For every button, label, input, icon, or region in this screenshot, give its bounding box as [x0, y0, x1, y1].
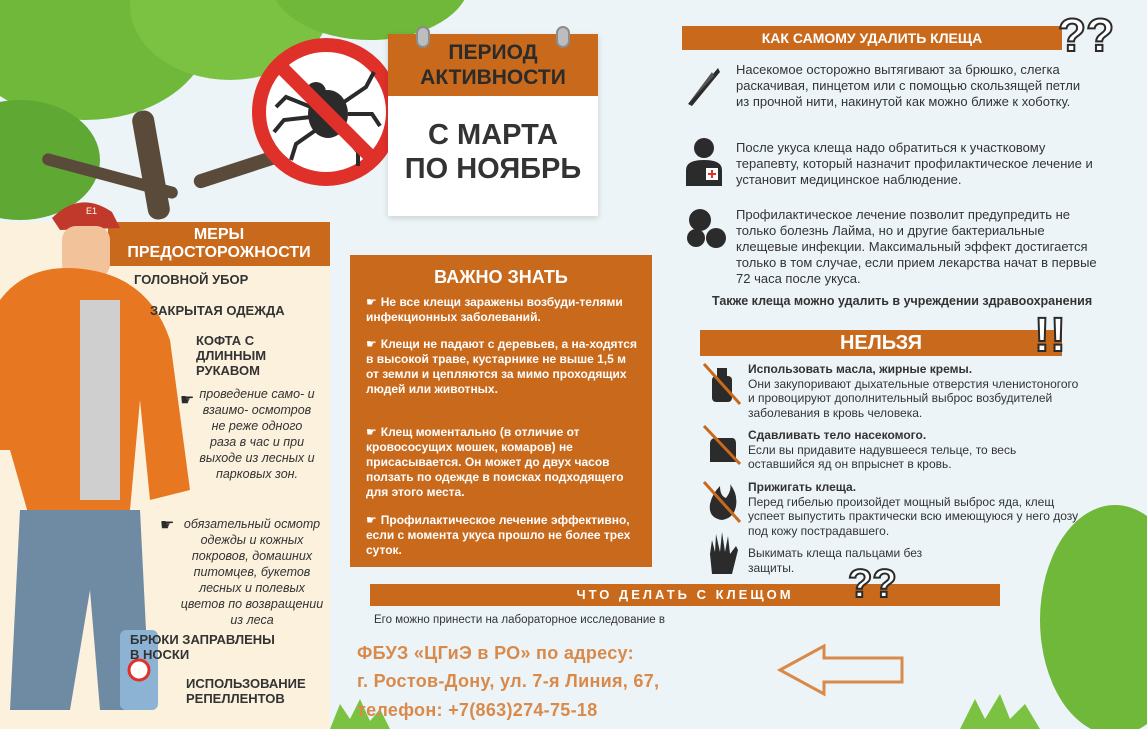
important-item-4-text: Профилактическое лечение эффективно, если с момента укуса прошло не более трех суток. [366, 513, 631, 557]
forbidden-item-4-text: Выкимать клеща пальцами без защиты. [748, 546, 923, 575]
jacket-label-line2: ДЛИННЫМ [196, 348, 267, 363]
address-phone: телефон: +7(863)274-75-18 [357, 700, 598, 720]
important-item-4 [366, 513, 642, 558]
period-title-line1: ПЕРИОД [448, 41, 538, 64]
address-line-2: г. Ростов-Дону, ул. 7-я Линия, 67, [357, 671, 660, 691]
important-item-2 [366, 337, 642, 397]
tweezers-icon [684, 64, 724, 108]
repellent-label-line1: ИСПОЛЬЗОВАНИЕ [186, 676, 306, 691]
what-to-do-text: Его можно принести на лабораторное исследование в [374, 614, 666, 626]
important-item-1 [366, 295, 642, 325]
measures-title-line2: ПРЕДОСТОРОЖНОСТИ [127, 244, 311, 261]
important-item-3 [366, 425, 642, 500]
oil-bottle-icon [702, 362, 742, 406]
forbidden-item-2-text: Если вы придавите надувшееся тельце, то весь оставшийся яд он впрыснет в кровь. [748, 442, 1017, 471]
tick-icon [266, 52, 386, 172]
exclamation-icon: !! [1034, 309, 1066, 362]
arrow-left-icon [776, 642, 906, 698]
measures-title-line1: МЕРЫ [193, 226, 245, 243]
trousers-label [130, 632, 275, 662]
pointing-hand-icon: ☛ [366, 337, 377, 351]
repellent-label-line2: РЕПЕЛЛЕНТОВ [186, 691, 285, 706]
forbidden-item-1-head: Использовать масла, жирные кремы. [748, 362, 973, 376]
trousers-label-line2: В НОСКИ [130, 647, 190, 662]
self-check-note: проведение само- и взаимо- осмотров не реже одного раза в час и при выходе из лесных и парковых зон. [199, 387, 315, 481]
forbidden-title: НЕЛЬЗЯ [839, 332, 923, 354]
question-marks-icon: ?? [848, 562, 897, 606]
forbidden-item-2-head: Сдавливать тело насекомого. [748, 428, 927, 442]
remove-step-2: После укуса клеща надо обратиться к участковому терапевту, который назначит профилактическое лечение и установит медицинское наблюдение. [736, 140, 1093, 187]
important-item-1-text: Не все клещи заражены возбуди-телями инфекционных заболеваний. [366, 295, 623, 324]
question-marks-icon: ?? [1058, 9, 1115, 61]
pointing-hand-icon: ☛ [366, 425, 377, 439]
remove-step-3: Профилактическое лечение позволит предупредить не только болезнь Лайма, но и другие бактериальные клещевые инфекции. Максимальный эффект достигается только в том случае, если прием лекарства начат в первые 72 часа после укуса. [736, 207, 1097, 286]
period-range-line1: С МАРТА [428, 119, 558, 151]
what-to-do-title: ЧТО ДЕЛАТЬ С КЛЕЩОМ [576, 587, 794, 602]
jacket-label-line1: КОФТА С [196, 333, 255, 348]
stop-tick-sign [252, 38, 400, 186]
closed-clothes-label: ЗАКРЫТАЯ ОДЕЖДА [150, 303, 285, 318]
pointing-hand-icon: ☛ [180, 392, 195, 409]
remove-title: КАК САМОМУ УДАЛИТЬ КЛЕЩА [761, 30, 983, 46]
doctor-icon [682, 136, 726, 188]
pointing-hand-icon: ☛ [160, 517, 175, 534]
important-box [350, 255, 652, 567]
important-item-2-text: Клещи не падают с деревьев, а на-ходятся в высокой траве, кустарнике не выше 1,5 м от земли и цепляются за мимо проходящих людей или животных. [366, 337, 637, 396]
pointing-hand-icon: ☛ [366, 295, 377, 309]
pointing-hand-icon: ☛ [366, 513, 377, 527]
remove-step-1: Насекомое осторожно вытягивают за брюшко, слегка раскачивая, пинцетом или с помощью скользящей петли из прочной нити, накинутой как можно ближе к хоботку. [736, 62, 1081, 109]
activity-period-board [388, 34, 598, 216]
forbidden-title-bar [700, 330, 1062, 356]
cap-label: E1 [86, 206, 98, 216]
period-title-line2: АКТИВНОСТИ [420, 66, 566, 89]
period-range-line2: ПО НОЯБРЬ [404, 153, 582, 185]
forbidden-item-3-head: Прижигать клеща. [748, 480, 857, 494]
repellent-label [186, 676, 306, 706]
forbidden-item-1-text: Они закупоривают дыхательные отверстия членистоногого и провоцируют дополнительный выброс возбудителей заболевания в кровь человека. [748, 376, 1079, 420]
jacket-label-line3: РУКАВОМ [196, 363, 260, 378]
trousers-label-line1: БРЮКИ ЗАПРАВЛЕНЫ [130, 632, 275, 647]
forbidden-item-2 [748, 428, 1068, 472]
forbidden-item-3-text: Перед гибелью произойдет мощный выброс яда, клещ успеет выпустить практически всю имеющуюся у него дозу под кожу пострадавшего. [748, 494, 1079, 538]
remove-note: Также клеща можно удалить в учреждении здравоохранения [712, 294, 1093, 308]
jacket-label [196, 333, 266, 378]
fire-icon [702, 480, 742, 524]
headwear-label: ГОЛОВНОЙ УБОР [134, 272, 249, 287]
remove-title-bar [682, 26, 1062, 50]
what-to-do-title-bar [370, 584, 1000, 606]
forbidden-item-1 [748, 362, 1088, 420]
forbidden-item-3 [748, 480, 1088, 538]
inspection-note: обязательный осмотр одежды и кожных покровов, домашних питомцев, букетов лесных и полевых цветов по возвращении из леса [180, 517, 324, 627]
pills-icon [684, 206, 728, 250]
squeeze-hand-icon [702, 424, 742, 466]
important-item-3-text: Клещ моментально (в отличие от кровососущих мошек, комаров) не присасывается. Он может до двух часов ползать по одежде в поисках подходящего для этого места. [366, 425, 624, 499]
address-line-1: ФБУЗ «ЦГиЭ в РО» по адресу: [357, 643, 634, 663]
important-title: ВАЖНО ЗНАТЬ [434, 267, 568, 287]
glove-icon [706, 530, 740, 576]
